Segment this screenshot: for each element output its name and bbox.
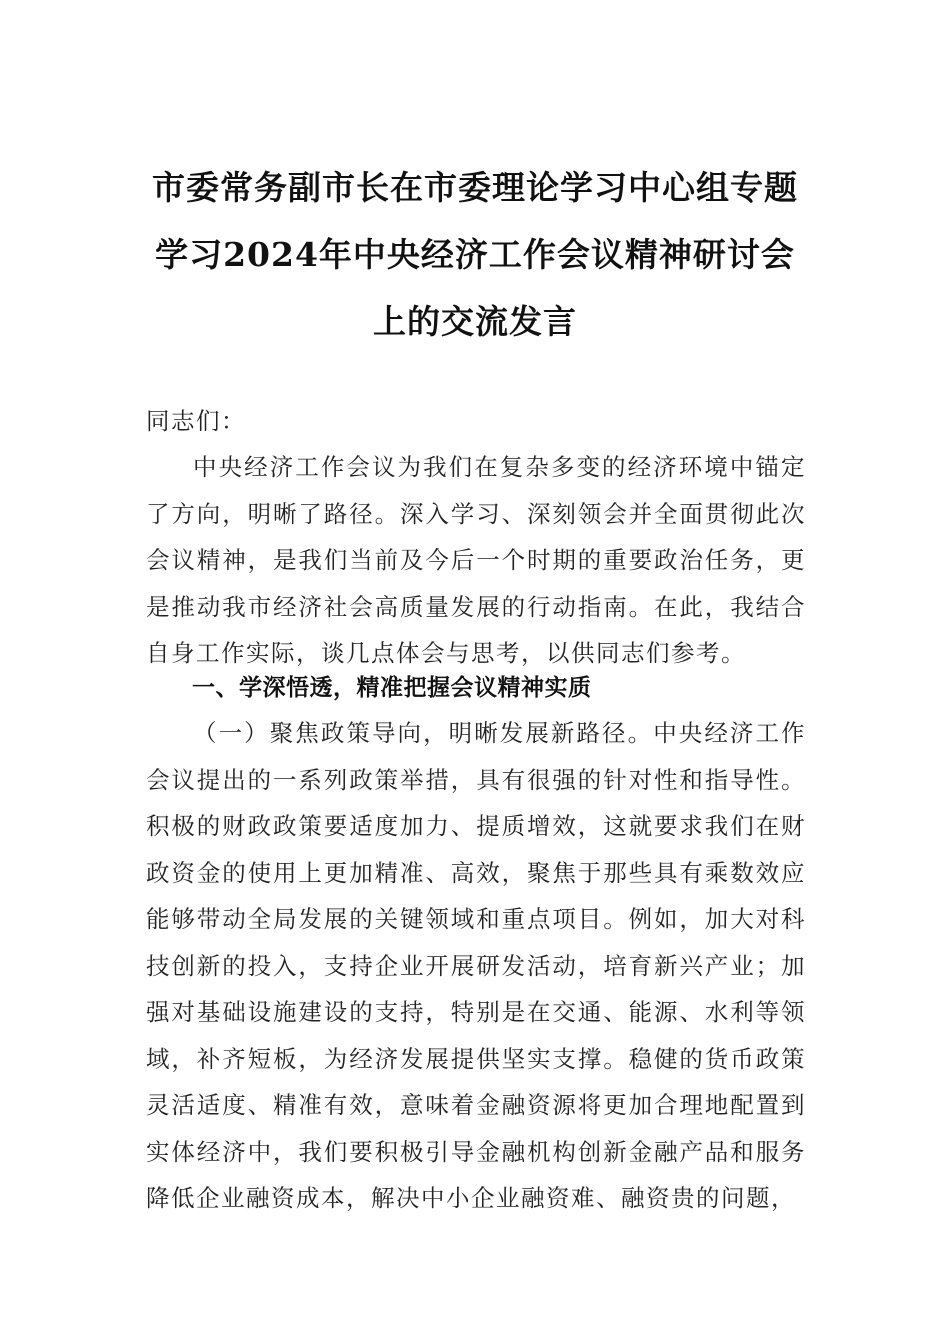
salutation: 同志们： <box>146 407 246 435</box>
subsection-lead: （一）聚焦政策导向，明晰发展新路径。 <box>193 719 654 747</box>
section-heading: 一、学深悟透，精准把握会议精神实质 <box>192 675 592 701</box>
intro-paragraph: 中央经济工作会议为我们在复杂多变的经济环境中锚定了方向，明晰了路径。深入学习、深刻领会并全面贯彻此次会议精神，是我们当前及今后一个时期的重要政治任务，更是推动我市经济社会高质量发展的行动指南。在此，我结合自身工作实际，谈几点体会与思考，以供同志们参考。 <box>146 453 806 667</box>
document-title: 市委常务副市长在市委理论学习中心组专题学习2024年中央经济工作会议精神研讨会上的交流发言 <box>152 168 798 341</box>
subsection-paragraph <box>146 710 806 1222</box>
subsection-text: 中央经济工作会议提出的一系列政策举措，具有很强的针对性和指导性。积极的财政政策要适度加力、提质增效，这就要求我们在财政资金的使用上更加精准、高效，聚焦于那些具有乘数效应能够带动全局发展的关键领域和重点项目。例如，加大对科技创新的投入，支持企业开展研发活动，培育新兴产业；加强对基础设施建设的支持，特别是在交通、能源、水利等领域，补齐短板，为经济发展提供坚实支撑。稳健的货币政策灵活适度、精准有效，意味着金融资源将更加合理地配置到实体经济中，我们要积极引导金融机构创新金融产品和服务降低企业融资成本，解决中小企业融资难、融资贵的问题， <box>146 719 807 1212</box>
